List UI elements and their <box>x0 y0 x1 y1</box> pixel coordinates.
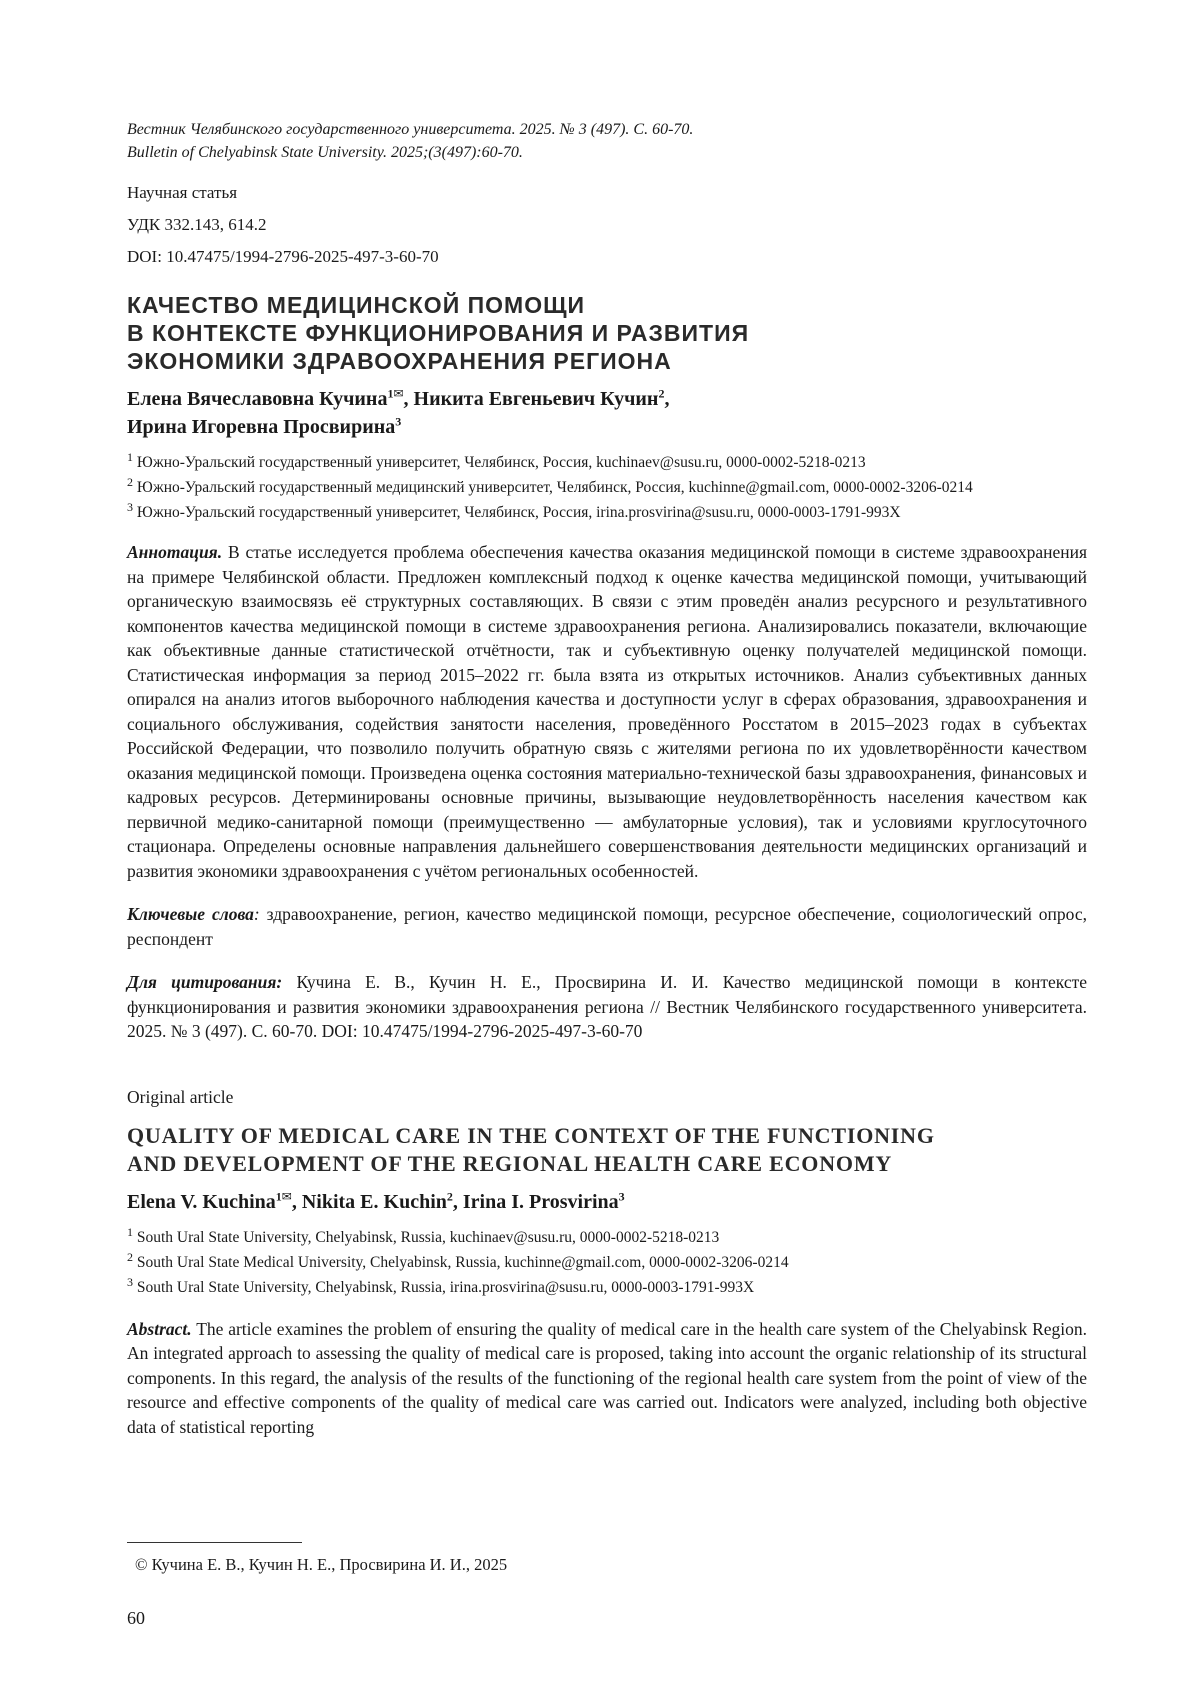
affiliation-number: 1 <box>127 449 133 464</box>
affiliations-en <box>127 1224 1087 1297</box>
keywords-ru <box>127 902 1087 951</box>
footnote <box>127 1542 1087 1576</box>
author-1-affiliation-en: 1 <box>275 1188 282 1203</box>
title-en-line-1: QUALITY OF MEDICAL CARE IN THE CONTEXT OF THE FUNCTIONING <box>127 1122 935 1148</box>
author-3-affiliation: 3 <box>395 414 402 429</box>
affiliation-number: 3 <box>127 1274 133 1289</box>
author-3-name-en: Irina I. Prosvirina <box>462 1190 619 1213</box>
affiliation-en-2 <box>127 1249 1087 1272</box>
affiliations-ru <box>127 449 1087 522</box>
title-ru-line-3: ЭКОНОМИКИ ЗДРАВООХРАНЕНИЯ РЕГИОНА <box>127 348 672 374</box>
abstract-en <box>127 1317 1087 1440</box>
author-1-affiliation: 1 <box>387 386 394 401</box>
author-2-affiliation: 2 <box>658 386 665 401</box>
affiliation-en-1 <box>127 1224 1087 1247</box>
author-2-name-en: Nikita E. Kuchin <box>301 1190 447 1213</box>
authors-en <box>127 1188 1087 1216</box>
author-separator: , <box>403 388 409 410</box>
footnote-divider <box>127 1542 302 1543</box>
main-content <box>127 118 1087 1439</box>
affiliation-text: South Ural State Medical University, Chelyabinsk, Russia, kuchinne@gmail.com, 0000-0002-3206-0214 <box>136 1253 789 1271</box>
article-title-ru <box>127 291 1087 375</box>
affiliation-number: 1 <box>127 1224 133 1239</box>
keywords-ru-colon: : <box>253 904 260 924</box>
journal-citation-en: Bulletin of Chelyabinsk State University. 2025;(3(497):60-70. <box>127 144 523 161</box>
title-ru-line-2: В КОНТЕКСТЕ ФУНКЦИОНИРОВАНИЯ И РАЗВИТИЯ <box>127 320 750 346</box>
doi: DOI: 10.47475/1994-2796-2025-497-3-60-70 <box>127 247 439 266</box>
author-3-name: Ирина Игоревна Просвирина <box>127 416 396 438</box>
author-separator: , <box>291 1190 297 1213</box>
author-1-name: Елена Вячеславовна Кучина <box>127 388 388 410</box>
udc-code: УДК 332.143, 614.2 <box>127 215 267 234</box>
affiliation-ru-1 <box>127 449 1087 472</box>
citation-ru <box>127 970 1087 1044</box>
affiliation-text: Южно-Уральский государственный университет, Челябинск, Россия, kuchinaev@susu.ru, 0000-0002-5218-0213 <box>136 454 866 471</box>
citation-ru-text: Кучина Е. В., Кучин Н. Е., Просвирина И. И. Качество медицинской помощи в контексте функционирования и развития экономики здравоохранения региона // Вестник Челябинского государственного университета. 2025. № 3 (497). С. 60-70. DOI: 10.47475/1994-2796-2025-497-3-60-70 <box>127 972 1088 1041</box>
author-separator: , <box>452 1190 458 1213</box>
abstract-ru-text: В статье исследуется проблема обеспечения качества оказания медицинской помощи в системе здравоохранения на примере Челябинской области. Предложен комплексный подход к оценке качества медицинской помощи, учитывающий органическую взаимосвязь её структурных составляющих. В связи с этим проведён анализ ресурсного и результативного компонентов качества медицинской помощи в системе здравоохранения региона. Анализировались показатели, включающие как объективные данные статистической отчётности, так и субъективную оценку получателей медицинской помощи. Статистическая информация за период 2015–2022 гг. была взята из открытых источников. Анализ субъективных данных опирался на анализ итогов выборочного наблюдения качества и доступности услуг в сферах образования, здравоохранения и социального обслуживания, содействия занятости населения, проведённого Росстатом в 2015–2023 годах в субъектах Российской Федерации, что позволило получить обратную связь с жителями региона по их удовлетворённости качеством оказания медицинской помощи. Произведена оценка состояния материально-технической базы здравоохранения, финансовых и кадровых ресурсов. Детерминированы основные причины, вызывающие неудовлетворённость населения качеством как первичной медико-санитарной помощи (преимущественно — амбулаторные условия), так и условиями круглосуточного стационара. Определены основные направления дальнейшего совершенствования деятельности медицинских организаций и развития экономики здравоохранения с учётом региональных особенностей. <box>127 542 1088 881</box>
author-3-affiliation-en: 3 <box>618 1188 625 1203</box>
journal-citation-ru: Вестник Челябинского государственного университета. 2025. № 3 (497). С. 60-70. <box>127 121 694 138</box>
article-title-en <box>127 1122 1087 1178</box>
page-number: 60 <box>127 1608 145 1628</box>
affiliation-number: 3 <box>127 499 133 514</box>
abstract-en-text: The article examines the problem of ensuring the quality of medical care in the health care system of the Chelyabinsk Region. An integrated approach to assessing the quality of medical care is proposed, taking into account the organic relationship of its structural components. In this regard, the analysis of the results of the functioning of the regional health care system from the point of view of the resource and effective components of the quality of medical care was carried out. Indicators were analyzed, including both objective data of statistical reporting <box>127 1318 1088 1437</box>
article-type: Научная статья <box>127 183 238 202</box>
title-ru-line-1: КАЧЕСТВО МЕДИЦИНСКОЙ ПОМОЩИ <box>127 292 586 318</box>
original-article-label: Original article <box>127 1086 234 1107</box>
affiliation-ru-2 <box>127 474 1087 497</box>
affiliation-number: 2 <box>127 1249 133 1264</box>
affiliation-text: Южно-Уральский государственный медицинский университет, Челябинск, Россия, kuchinne@gmail.com, 0000-0002-3206-0214 <box>136 479 973 496</box>
copyright-footnote: © Кучина Е. В., Кучин Н. Е., Просвирина И. И., 2025 <box>135 1555 508 1574</box>
abstract-en-label: Abstract. <box>127 1318 192 1339</box>
citation-ru-label: Для цитирования: <box>127 972 283 992</box>
affiliation-text: South Ural State University, Chelyabinsk, Russia, kuchinaev@susu.ru, 0000-0002-5218-0213 <box>136 1228 720 1246</box>
author-2-affiliation-en: 2 <box>446 1188 453 1203</box>
affiliation-text: Южно-Уральский государственный университет, Челябинск, Россия, irina.prosvirina@susu.ru, 0000-0003-1791-993X <box>136 504 901 521</box>
abstract-ru <box>127 540 1087 883</box>
keywords-ru-label: Ключевые слова <box>127 904 254 924</box>
title-en-line-2: AND DEVELOPMENT OF THE REGIONAL HEALTH CARE ECONOMY <box>127 1150 893 1176</box>
keywords-ru-text: здравоохранение, регион, качество медицинской помощи, ресурсное обеспечение, социологический опрос, респондент <box>127 904 1087 949</box>
affiliation-en-3 <box>127 1274 1087 1297</box>
affiliation-number: 2 <box>127 474 133 489</box>
affiliation-ru-3 <box>127 499 1087 522</box>
mail-icon: ✉ <box>281 1188 292 1203</box>
mail-icon: ✉ <box>393 386 404 401</box>
abstract-ru-label: Аннотация. <box>127 542 223 562</box>
affiliation-text: South Ural State University, Chelyabinsk, Russia, irina.prosvirina@susu.ru, 0000-0003-1791-993X <box>136 1278 755 1296</box>
author-2-name: Никита Евгеньевич Кучин <box>413 388 659 410</box>
author-1-name-en: Elena V. Kuchina <box>127 1190 276 1213</box>
authors-ru <box>127 385 1087 441</box>
author-separator: , <box>664 388 670 410</box>
